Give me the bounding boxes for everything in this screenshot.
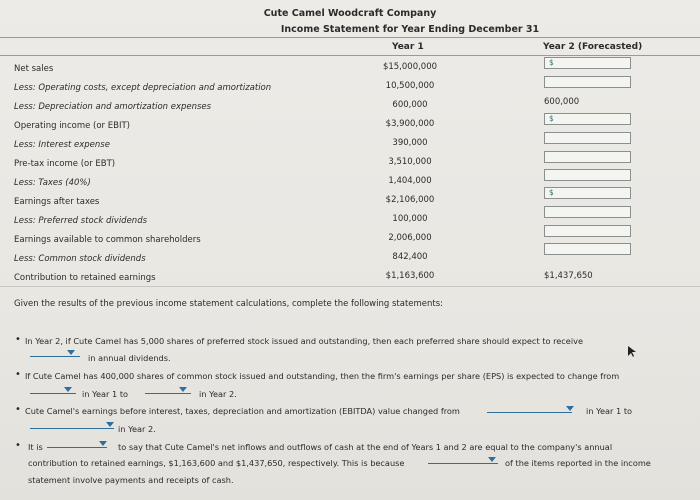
row-label-preferred-dividends: Less: Preferred stock dividends: [14, 216, 148, 226]
year2-earnings-common-input[interactable]: [544, 225, 631, 237]
q3-text-c: in Year 2.: [118, 424, 156, 434]
year1-preferred-dividends: 100,000: [392, 214, 428, 224]
q4-text-a: It is: [28, 442, 43, 452]
dropdown-arrow-icon: [67, 350, 75, 355]
year1-retained-earnings: $1,163,600: [385, 271, 435, 281]
year2-operating-costs-input[interactable]: [544, 76, 631, 88]
bullet-1: •: [15, 334, 21, 345]
row-label-net-sales: Net sales: [14, 64, 54, 74]
year2-header: Year 2 (Forecasted): [543, 42, 643, 52]
dropdown-arrow-icon: [106, 422, 114, 427]
year2-net-sales-input[interactable]: $: [544, 57, 631, 69]
row-label-taxes: Less: Taxes (40%): [14, 178, 91, 188]
year2-taxes-input[interactable]: [544, 169, 631, 181]
year2-earnings-after-taxes-input[interactable]: $: [544, 187, 631, 199]
year1-ebt: 3,510,000: [388, 157, 432, 167]
year1-header: Year 1: [392, 42, 424, 52]
table-bottom-divider: [0, 286, 700, 287]
row-label-interest: Less: Interest expense: [14, 140, 110, 150]
year2-depreciation: 600,000: [544, 97, 580, 107]
year1-common-dividends: 842,400: [392, 252, 428, 262]
bullet-3: •: [15, 404, 21, 415]
year1-interest: 390,000: [392, 138, 428, 148]
year1-ebit: $3,900,000: [385, 119, 435, 129]
year2-retained-earnings: $1,437,650: [544, 271, 593, 281]
dropdown-arrow-icon: [99, 441, 107, 446]
q2-text-c: in Year 2.: [199, 389, 237, 399]
year2-ebit-input[interactable]: $: [544, 113, 631, 125]
row-label-depreciation: Less: Depreciation and amortization expenses: [14, 102, 212, 112]
year1-taxes: 1,404,000: [388, 176, 432, 186]
q3-dropdown-year1[interactable]: [487, 402, 572, 413]
q4-text-e: statement involve payments and receipts of cash.: [28, 475, 234, 485]
year2-interest-input[interactable]: [544, 132, 631, 144]
year1-operating-costs: 10,500,000: [385, 81, 435, 91]
dropdown-arrow-icon: [566, 406, 574, 411]
year2-common-dividends-input[interactable]: [544, 243, 631, 255]
q2-text-b: in Year 1 to: [82, 389, 129, 399]
row-label-earnings-common: Earnings available to common shareholders: [14, 235, 201, 245]
q3-dropdown-year2[interactable]: [30, 418, 114, 429]
row-label-common-dividends: Less: Common stock dividends: [14, 254, 146, 264]
q4-text-c: contribution to retained earnings, $1,163,600 and $1,437,650, respectively. This is because: [28, 458, 405, 468]
q4-text-b: to say that Cute Camel's net inflows and outflows of cash at the end of Years 1 and 2 are equal to the company's annual: [118, 442, 613, 452]
instructions-text: Given the results of the previous income statement calculations, complete the following statements:: [14, 299, 444, 309]
q3-text-a: Cute Camel's earnings before interest, taxes, depreciation and amortization (EBITDA) value changed from: [25, 406, 460, 416]
year1-net-sales: $15,000,000: [382, 62, 438, 72]
year1-earnings-after-taxes: $2,106,000: [385, 195, 435, 205]
statement-title: Income Statement for Year Ending December 31: [280, 24, 540, 35]
company-title: Cute Camel Woodcraft Company: [263, 8, 437, 19]
q3-text-b: in Year 1 to: [586, 406, 633, 416]
year2-ebt-input[interactable]: [544, 151, 631, 163]
year1-depreciation: 600,000: [392, 100, 428, 110]
bullet-2: •: [15, 369, 21, 380]
q2-text-a: If Cute Camel has 400,000 shares of common stock issued and outstanding, then the firm's earnings per share (EPS) is expected to change from: [25, 371, 620, 381]
header-divider: [0, 37, 700, 38]
q1-text-a: In Year 2, if Cute Camel has 5,000 shares of preferred stock issued and outstanding, then each preferred share should expect to receive: [25, 336, 583, 346]
row-label-earnings-after-taxes: Earnings after taxes: [14, 197, 100, 207]
row-label-operating-costs: Less: Operating costs, except depreciation and amortization: [14, 83, 272, 93]
dropdown-arrow-icon: [179, 387, 187, 392]
column-header-divider: [0, 55, 700, 56]
year1-earnings-common: 2,006,000: [388, 233, 432, 243]
year2-preferred-dividends-input[interactable]: [544, 206, 631, 218]
q4-text-d: of the items reported in the income: [505, 458, 651, 468]
mouse-cursor-icon: [628, 346, 636, 360]
row-label-ebit: Operating income (or EBIT): [14, 121, 130, 131]
bullet-4: •: [15, 440, 21, 451]
row-label-ebt: Pre-tax income (or EBT): [14, 159, 116, 169]
q4-dropdown-qualifier[interactable]: [47, 437, 107, 448]
dropdown-arrow-icon: [64, 387, 72, 392]
q1-text-b: in annual dividends.: [88, 353, 171, 363]
row-label-retained-earnings: Contribution to retained earnings: [14, 273, 156, 283]
dropdown-arrow-icon: [488, 457, 496, 462]
